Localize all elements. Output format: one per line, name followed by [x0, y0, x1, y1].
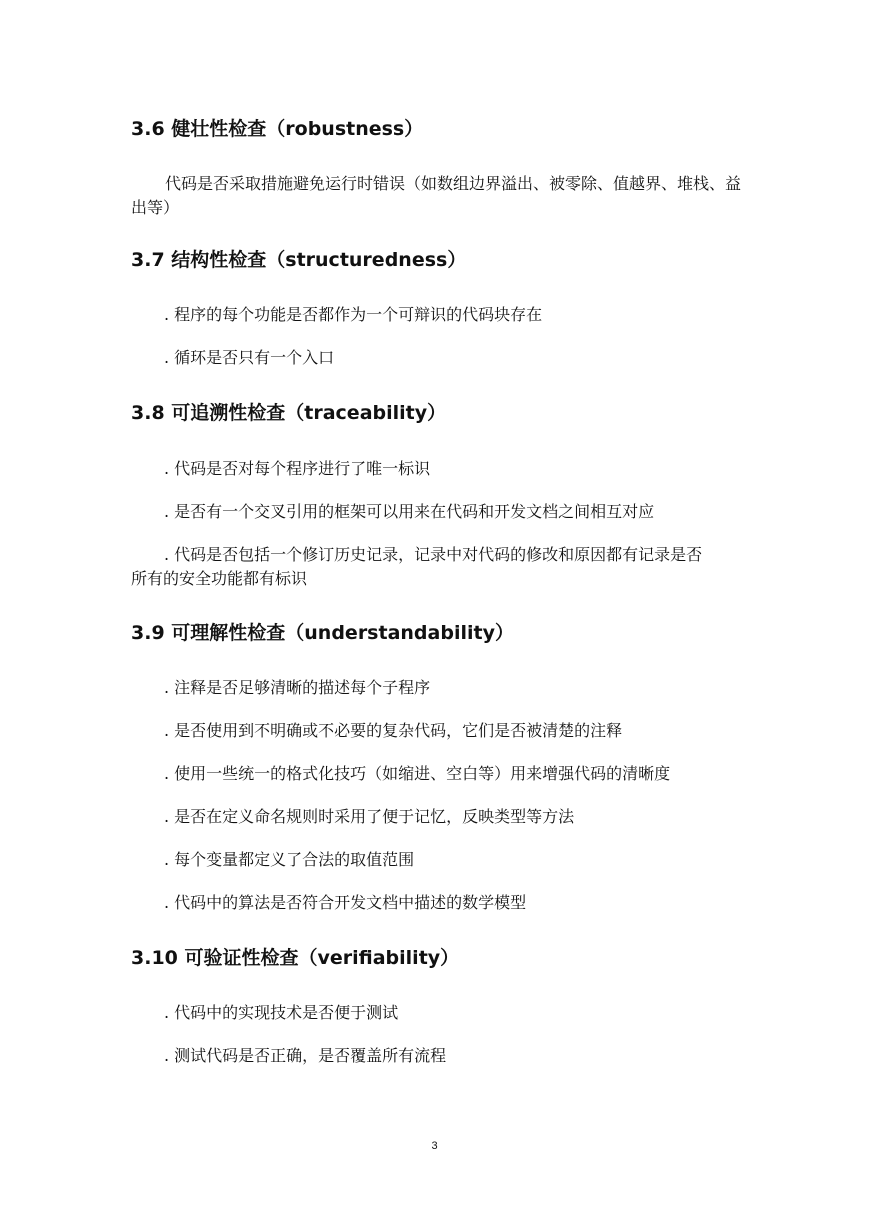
list-item: . 循环是否只有一个入口	[164, 348, 335, 367]
list-item: . 代码中的实现技术是否便于测试	[164, 1003, 399, 1022]
list-item: . 程序的每个功能是否都作为一个可辩识的代码块存在	[164, 305, 543, 324]
section-heading-3-6: 3.6 健壮性检查（robustness）	[131, 118, 424, 140]
section-heading-3-8: 3.8 可追溯性检查（traceability）	[131, 402, 447, 424]
list-item: . 每个变量都定义了合法的取值范围	[164, 850, 415, 869]
page-number: 3	[431, 1140, 438, 1152]
section-heading-3-7: 3.7 结构性检查（structuredness）	[131, 249, 467, 271]
list-item: . 代码中的算法是否符合开发文档中描述的数学模型	[164, 893, 527, 912]
list-item: . 代码是否对每个程序进行了唯一标识	[164, 459, 431, 478]
list-item: . 测试代码是否正确，是否覆盖所有流程	[164, 1046, 447, 1065]
robustness-paragraph: 代码是否采取措施避免运行时错误（如数组边界溢出、被零除、值越界、堆栈、益出等）	[131, 174, 742, 217]
list-item: . 使用一些统一的格式化技巧（如缩进、空白等）用来增强代码的清晰度	[164, 764, 671, 783]
list-item: . 是否使用到不明确或不必要的复杂代码，它们是否被清楚的注释	[164, 721, 623, 740]
section-heading-3-10: 3.10 可验证性检查（verifiability）	[131, 947, 460, 969]
list-item: . 是否有一个交叉引用的框架可以用来在代码和开发文档之间相互对应	[164, 502, 655, 521]
list-item: . 代码是否包括一个修订历史记录，记录中对代码的修改和原因都有记录是否所有的安全功能都有标识	[131, 545, 703, 588]
section-heading-3-9: 3.9 可理解性检查（understandability）	[131, 622, 514, 644]
list-item: . 是否在定义命名规则时采用了便于记忆，反映类型等方法	[164, 807, 575, 826]
list-item: . 注释是否足够清晰的描述每个子程序	[164, 678, 431, 697]
